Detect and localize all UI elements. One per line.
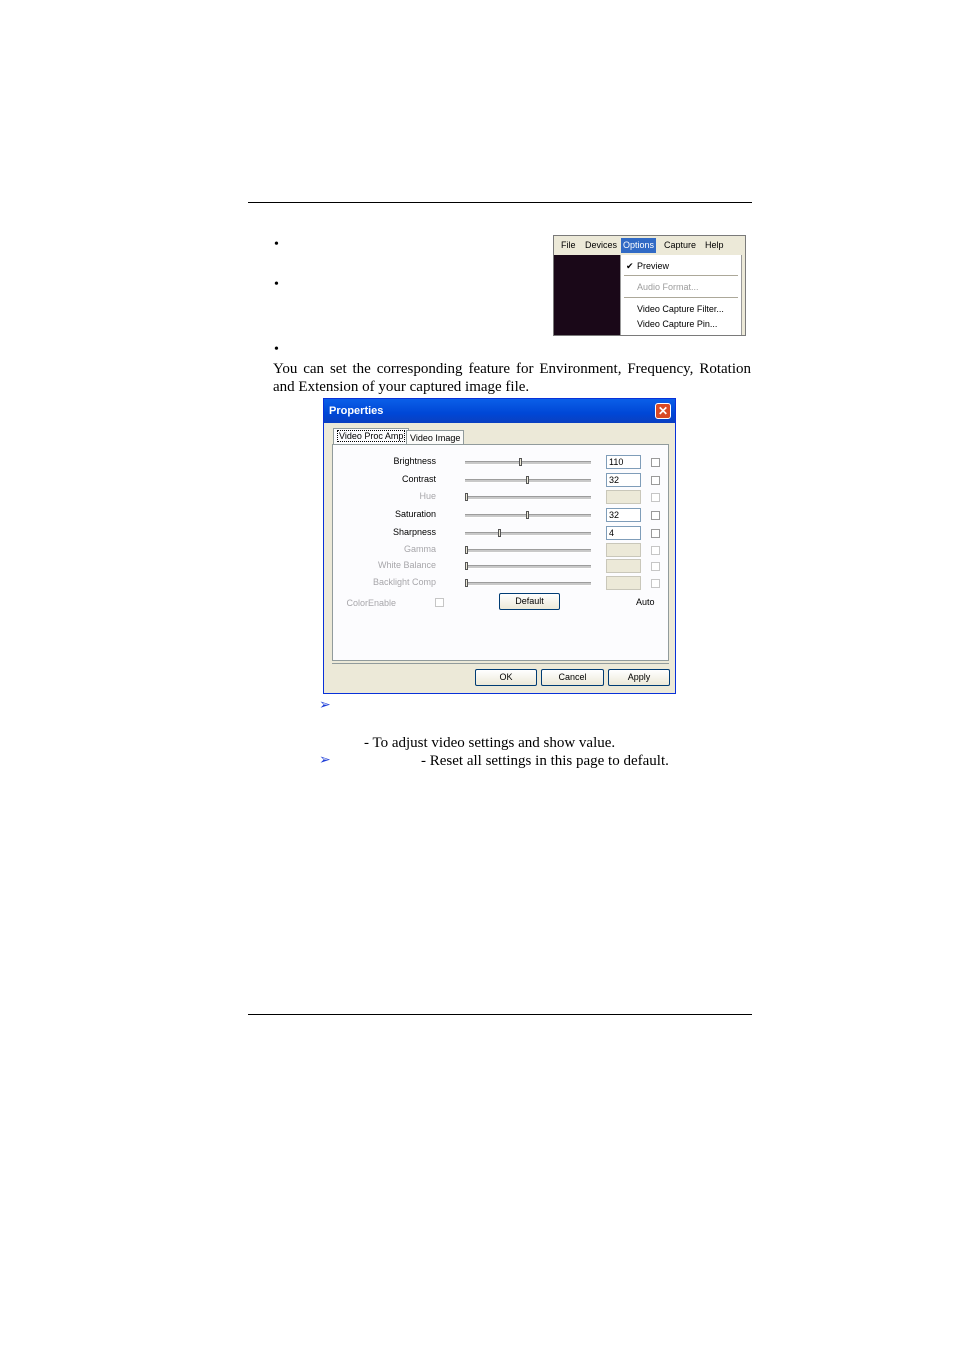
slider-value-field[interactable] [606, 543, 641, 557]
menu-item-video-capture-pin[interactable]: Video Capture Pin... [637, 319, 718, 329]
slider-label: White Balance [377, 560, 436, 570]
slider-track[interactable] [465, 549, 591, 553]
cancel-button[interactable]: Cancel [541, 669, 604, 686]
menu-separator [624, 297, 738, 298]
checkmark-icon: ✔ [626, 261, 634, 271]
slider-track[interactable] [465, 461, 591, 465]
tab-label: Video Proc Amp [339, 431, 404, 441]
arrow-icon: ➢ [319, 752, 331, 768]
slider-label: Sharpness [392, 527, 436, 537]
slider-value-field[interactable]: 32 [606, 473, 641, 487]
color-enable-label: ColorEnable [346, 598, 396, 608]
auto-checkbox[interactable] [651, 546, 660, 555]
menu-separator [624, 275, 738, 276]
slider-track[interactable] [465, 582, 591, 586]
default-button[interactable]: Default [499, 593, 560, 610]
note-line-1: - To adjust video settings and show value. [364, 735, 616, 751]
dialog-title: Properties [329, 405, 384, 417]
auto-checkbox[interactable] [651, 476, 660, 485]
tab-panel [332, 444, 669, 661]
color-enable-checkbox[interactable] [435, 598, 444, 607]
dialog-separator [332, 663, 669, 664]
slider-value-field[interactable] [606, 576, 641, 590]
auto-checkbox[interactable] [651, 511, 660, 520]
slider-label: Brightness [393, 456, 436, 466]
slider-value-field[interactable] [606, 559, 641, 573]
footer-rule [248, 1014, 752, 1015]
tab-label: Video Image [410, 433, 461, 443]
slider-label: Hue [419, 491, 436, 501]
slider-thumb[interactable] [526, 476, 529, 484]
preview-area [554, 255, 620, 335]
slider-label: Gamma [403, 544, 436, 554]
slider-thumb[interactable] [465, 493, 468, 501]
menu-file[interactable]: File [561, 240, 576, 250]
slider-value-field[interactable]: 110 [606, 455, 641, 469]
auto-checkbox[interactable] [651, 579, 660, 588]
auto-checkbox[interactable] [651, 529, 660, 538]
slider-track[interactable] [465, 496, 591, 500]
menu-item-audio-format[interactable]: Audio Format... [637, 282, 699, 292]
tab-video-image[interactable] [406, 430, 464, 445]
options-dropdown [620, 255, 742, 335]
dialog-titlebar[interactable] [324, 399, 675, 423]
slider-thumb[interactable] [519, 458, 522, 466]
bullet-3: • [274, 342, 279, 357]
body-paragraph: You can set the corresponding feature for Environment, Frequency, Rotation and Extension of your captured image file. [273, 361, 751, 395]
header-rule [248, 202, 752, 203]
slider-track[interactable] [465, 565, 591, 569]
close-icon[interactable]: ✕ [655, 403, 671, 419]
menu-devices[interactable]: Devices [585, 240, 618, 250]
slider-track[interactable] [465, 479, 591, 483]
menu-bar [554, 236, 745, 255]
menu-item-preview[interactable]: Preview [637, 261, 670, 271]
slider-track[interactable] [465, 532, 591, 536]
slider-value-field[interactable]: 4 [606, 526, 641, 540]
menu-item-video-capture-filter[interactable]: Video Capture Filter... [637, 304, 724, 314]
slider-thumb[interactable] [498, 529, 501, 537]
auto-checkbox[interactable] [651, 493, 660, 502]
slider-thumb[interactable] [465, 546, 468, 554]
bullet-1: • [274, 237, 279, 252]
menu-help[interactable]: Help [705, 240, 724, 250]
options-menu-screenshot [553, 235, 746, 336]
menu-options[interactable]: Options [621, 238, 656, 253]
menu-capture[interactable]: Capture [664, 240, 697, 250]
slider-thumb[interactable] [526, 511, 529, 519]
auto-checkbox[interactable] [651, 458, 660, 467]
slider-thumb[interactable] [465, 579, 468, 587]
auto-label: Auto [636, 597, 655, 607]
arrow-icon: ➢ [319, 697, 331, 713]
properties-dialog [323, 398, 676, 694]
slider-label: Contrast [401, 474, 436, 484]
ok-button[interactable]: OK [475, 669, 537, 686]
slider-value-field[interactable] [606, 490, 641, 504]
slider-value-field[interactable]: 32 [606, 508, 641, 522]
slider-label: Backlight Comp [372, 577, 436, 587]
auto-checkbox[interactable] [651, 562, 660, 571]
bullet-2: • [274, 277, 279, 292]
tab-video-proc-amp[interactable] [333, 428, 409, 445]
slider-track[interactable] [465, 514, 591, 518]
apply-button[interactable]: Apply [608, 669, 670, 686]
note-line-2: - Reset all settings in this page to default. [421, 753, 669, 769]
slider-label: Saturation [394, 509, 436, 519]
slider-thumb[interactable] [465, 562, 468, 570]
